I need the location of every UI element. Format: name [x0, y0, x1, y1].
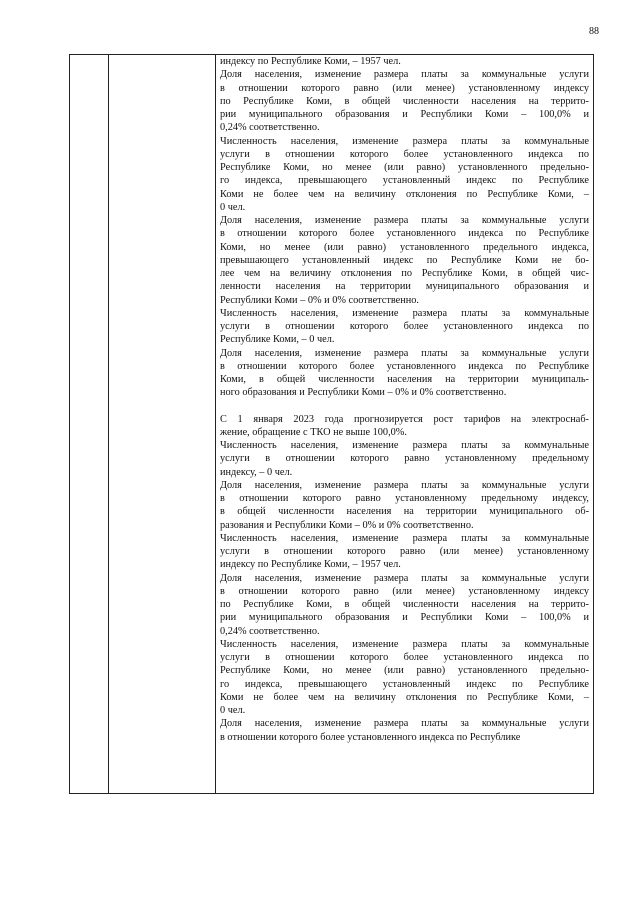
text-line: в отношении которого более установленного индекса по Республике — [220, 731, 521, 743]
text-line: ного образования и Республики Коми – 0% и 0% соответственно. — [220, 387, 507, 399]
paragraph — [220, 638, 589, 718]
paragraph — [220, 572, 589, 638]
text-line: превышающего установленный индекс по Республике Коми не бо- — [220, 254, 589, 266]
text-line: 0,24% соответственно. — [220, 625, 320, 637]
empty-cell-number — [70, 55, 109, 794]
text-line: Доля населения, изменение размера платы за коммунальные услуги — [220, 479, 589, 491]
text-line: Численность населения, изменение размера платы за коммунальные — [220, 135, 589, 147]
paragraph — [220, 347, 589, 400]
text-line: лее чем на величину отклонения по Республике Коми, в общей чис- — [220, 268, 589, 279]
paragraph — [220, 413, 589, 440]
text-line: индексу по Республике Коми, – 1957 чел. — [220, 56, 401, 67]
text-line: в отношении которого более установленного индекса по Республике — [220, 360, 589, 372]
document-table — [69, 54, 594, 794]
paragraph — [220, 68, 589, 134]
paragraph — [220, 135, 589, 215]
text-cell — [216, 55, 594, 794]
text-line: Доля населения, изменение размера платы за коммунальные услуги — [220, 215, 589, 226]
text-line: Доля населения, изменение размера платы за коммунальные услуги — [220, 572, 589, 584]
paragraph — [220, 717, 589, 744]
text-line: Численность населения, изменение размера платы за коммунальные — [220, 307, 589, 319]
text-line: Республике Коми, но менее (или равно) установленного предельно- — [220, 665, 589, 677]
text-line: 0 чел. — [220, 201, 246, 213]
text-line: рии муниципального образования и Республики Коми – 100,0% и — [220, 109, 589, 120]
empty-cell-indicator — [109, 55, 216, 794]
paragraph — [220, 479, 589, 532]
text-line: индексу по Республике Коми, – 1957 чел. — [220, 559, 401, 571]
text-line: Коми, в общей численности населения на территории муниципаль- — [220, 374, 589, 385]
paragraph — [220, 55, 589, 68]
text-line: в общей численности населения на территории муниципального об- — [220, 506, 589, 518]
text-line: по Республике Коми, в общей численности населения на террито- — [220, 95, 589, 107]
text-line: услуги в отношении которого более установленного индекса по — [220, 148, 589, 160]
text-line: Доля населения, изменение размера платы за коммунальные услуги — [220, 347, 589, 359]
page-number: 88 — [589, 26, 599, 37]
text-line: С 1 января 2023 года прогнозируется рост тарифов на электроснаб- — [220, 413, 589, 425]
paragraph-gap — [220, 400, 589, 413]
text-line: Коми не более чем на величину отклонения по Республике Коми, – — [220, 691, 589, 703]
text-line: 0,24% соответственно. — [220, 122, 320, 134]
text-line: разования и Республики Коми – 0% и 0% соответственно. — [220, 519, 474, 531]
paragraph — [220, 307, 589, 347]
text-line: услуги в отношении которого более установленного индекса по — [220, 321, 589, 332]
text-line: Доля населения, изменение размера платы за коммунальные услуги — [220, 69, 589, 81]
text-line: ленности населения на территории муниципального образования и — [220, 281, 589, 293]
text-line: в отношении которого равно установленному предельному индексу, — [220, 493, 589, 504]
text-line: услуги в отношении которого равно (или менее) установленному — [220, 546, 589, 557]
text-line: Численность населения, изменение размера платы за коммунальные — [220, 440, 589, 451]
text-line: в отношении которого равно (или менее) установленному индексу — [220, 585, 589, 597]
text-line: в отношении которого более установленного индекса по Республике — [220, 228, 589, 240]
text-line: Численность населения, изменение размера платы за коммунальные — [220, 532, 589, 544]
text-line: Республике Коми, – 0 чел. — [220, 334, 335, 346]
text-line: в отношении которого равно (или менее) установленному индексу — [220, 82, 589, 94]
table-row — [70, 55, 594, 794]
text-line: услуги в отношении которого равно установленному предельному — [220, 453, 589, 465]
text-line: Доля населения, изменение размера платы за коммунальные услуги — [220, 718, 589, 730]
text-line: 0 чел. — [220, 705, 246, 716]
text-line: Коми, но менее (или равно) установленного предельного индекса, — [220, 241, 589, 253]
text-body — [220, 55, 589, 744]
text-line: Численность населения, изменение размера платы за коммунальные — [220, 638, 589, 650]
paragraph — [220, 214, 589, 307]
text-line: Республике Коми, но менее (или равно) установленного предельно- — [220, 162, 589, 173]
paragraph — [220, 532, 589, 572]
text-line: Коми не более чем на величину отклонения по Республике Коми, – — [220, 188, 589, 200]
text-line: услуги в отношении которого более установленного индекса по — [220, 652, 589, 663]
text-line: рии муниципального образования и Республики Коми – 100,0% и — [220, 612, 589, 624]
text-line: Республики Коми – 0% и 0% соответственно. — [220, 294, 419, 306]
text-line: го индекса, превышающего установленный индекс по Республике — [220, 678, 589, 690]
text-line: жение, обращение с ТКО не выше 100,0%. — [220, 426, 407, 438]
text-line: по Республике Коми, в общей численности населения на террито- — [220, 599, 589, 610]
text-line: го индекса, превышающего установленный индекс по Республике — [220, 175, 589, 187]
text-line: индексу, – 0 чел. — [220, 466, 293, 478]
paragraph — [220, 439, 589, 479]
